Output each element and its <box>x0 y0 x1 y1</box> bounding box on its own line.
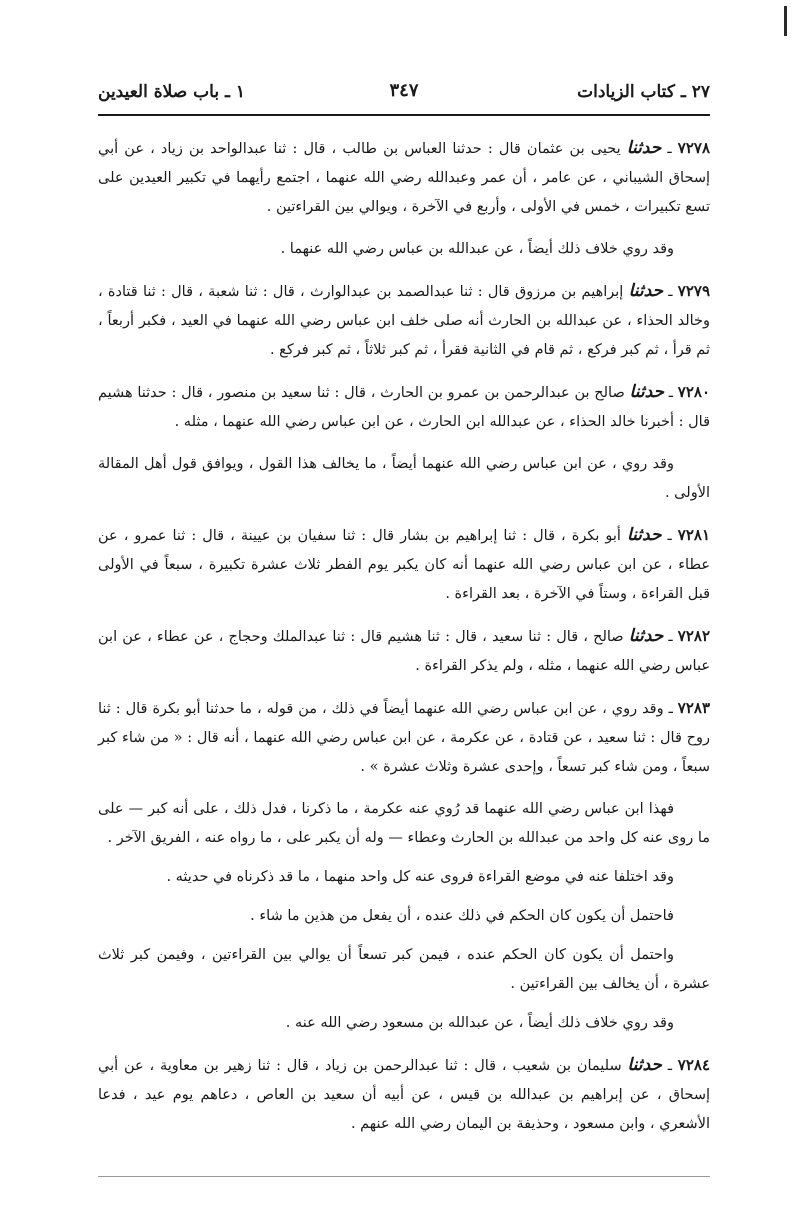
hadith-text: سليمان بن شعيب ، قال : ثنا عبدالرحمن بن زياد ، قال : ثنا زهير بن معاوية ، عن أبي إسحاق ، عن إبراهيم بن عبدالله بن قيس ، عن أبيه أن سعيد بن العاص ، دعاهم يوم عيد ، فدعا الأشعري ، وابن مسعود ، وحذيفة بن اليمان رضي الله عنهم . <box>98 1058 710 1132</box>
hadith-number: ٧٢٧٨ <box>677 139 711 157</box>
commentary-paragraph <box>98 902 710 931</box>
page-number: ٣٤٧ <box>389 80 419 101</box>
hadith-text: صالح بن عبدالرحمن بن عمرو بن الحارث ، قال : ثنا سعيد بن منصور ، قال : حدثنا هشيم قال : أخبرنا خالد الحذاء ، عن عبدالله ابن الحارث ، عن ابن عباس رضي الله عنهما ، مثله . <box>98 385 710 430</box>
commentary-text: وقد روي ، عن ابن عباس رضي الله عنهما أيضاً ، ما يخالف هذا القول ، ويوافق قول أهل المقالة الأولى . <box>98 456 710 501</box>
footer-rule <box>98 1176 710 1177</box>
hadith-paragraph: ٧٢٧٩ ـ حدثنا إبراهيم بن مرزوق قال : ثنا عبدالصمد بن عبدالوارث ، قال : ثنا شعبة ، قال : ثنا قتادة ، وخالد الحذاء ، عن عبدالله بن الحارث أنه صلى خلف ابن عباس رضي الله عنهما في العيد ، فكبر أربعاً ، ثم قرأ ، ثم كبر فركع ، ثم قام في الثانية فقرأ ، ثم كبر ثلاثاً ، ثم كبر فركع . <box>98 281 711 358</box>
page-edge-mark <box>784 6 787 36</box>
hadith-number: ٧٢٨٠ <box>677 383 711 401</box>
hadith-number: ٧٢٨١ <box>677 526 711 544</box>
narration-word: حدثنا <box>627 1055 662 1075</box>
commentary-text: واحتمل أن يكون كان الحكم عنده ، فيمن كبر تسعاً أن يوالي بين القراءتين ، وفيمن كبر ثلاث عشرة ، أن يخالف بين القراءتين . <box>98 947 710 992</box>
hadith-text: وقد روي ، عن ابن عباس رضي الله عنهما أيضاً في ذلك ، من قوله ، ما حدثنا أبو بكرة قال : ثنا روح قال : ثنا سعيد ، عن قتادة ، عن عكرمة ، عن ابن عباس رضي الله عنهما ، أنه قال : « من شاء كبر سبعاً ، ومن شاء كبر تسعاً ، وإحدى عشرة وثلاث عشرة » . <box>98 701 710 775</box>
commentary-paragraph <box>98 1009 710 1038</box>
hadith-text: صالح ، قال : ثنا سعيد ، قال : ثنا هشيم قال : ثنا عبدالملك وحجاج ، عن عطاء ، عن ابن عباس رضي الله عنهما ، مثله ، ولم يذكر القراءة . <box>98 629 710 674</box>
hadith-number: ٧٢٧٩ <box>677 282 711 300</box>
commentary-paragraph <box>98 795 710 853</box>
commentary-text: فاحتمل أن يكون كان الحكم في ذلك عنده ، أن يفعل من هذين ما شاء . <box>250 908 674 924</box>
commentary-paragraph <box>98 450 710 508</box>
narration-word: حدثنا <box>628 281 664 301</box>
hadith-paragraph: ٧٢٨١ ـ حدثنا أبو بكرة ، قال : ثنا إبراهيم بن بشار قال : ثنا سفيان بن عيينة ، قال : ثنا عمرو ، عن عطاء ، عن ابن عباس رضي الله عنهما أنه كان يكبر يوم الفطر ثلاث عشرة تكبيرة ، سبعاً في الأولى قبل القراءة ، وستاً في الآخرة ، بعد القراءة . <box>98 525 711 602</box>
commentary-paragraph <box>98 235 710 264</box>
hadith-number: ٧٢٨٤ <box>677 1056 711 1074</box>
commentary-text: وقد روي خلاف ذلك أيضاً ، عن عبدالله بن مسعود رضي الله عنه . <box>285 1015 674 1031</box>
hadith-number: ٧٢٨٢ <box>677 627 711 645</box>
commentary-text: فهذا ابن عباس رضي الله عنهما قد رُوي عنه عكرمة ، ما ذكرنا ، فدل ذلك ، على أنه كبر — على ما روى عنه كل واحد من عبدالله بن الحارث وعطاء — وله أن يكبر على ، ما رواه عنه ، الفريق الآخر . <box>98 801 710 846</box>
hadith-paragraph: ٧٢٧٨ ـ حدثنا يحيى بن عثمان قال : حدثنا العباس بن طالب ، قال : ثنا عبدالواحد بن زياد ، عن أبي إسحاق الشيباني ، عن عامر ، أن عمر وعبدالله رضي الله عنهما ، اجتمع رأيهما في تكبير العيدين على تسع تكبيرات ، خمس في الأولى ، وأربع في الآخرة ، ويوالي بين القراءتين . <box>98 138 711 215</box>
section-title: ١ ـ باب صلاة العيدين <box>98 82 246 102</box>
main-text <box>98 134 710 1152</box>
hadith-paragraph: ٧٢٨٤ ـ حدثنا سليمان بن شعيب ، قال : ثنا عبدالرحمن بن زياد ، قال : ثنا زهير بن معاوية ، عن أبي إسحاق ، عن إبراهيم بن عبدالله بن قيس ، عن أبيه أن سعيد بن العاص ، دعاهم يوم عيد ، فدعا الأشعري ، وابن مسعود ، وحذيفة بن اليمان رضي الله عنهم . <box>98 1055 711 1132</box>
header-rule <box>98 114 710 116</box>
chapter-title: ٢٧ ـ كتاب الزيادات <box>577 82 710 102</box>
narration-word: حدثنا <box>626 138 662 158</box>
commentary-text: وقد روي خلاف ذلك أيضاً ، عن عبدالله بن عباس رضي الله عنهما . <box>280 241 674 257</box>
hadith-text: يحيى بن عثمان قال : حدثنا العباس بن طالب ، قال : ثنا عبدالواحد بن زياد ، عن أبي إسحاق الشيباني ، عن عامر ، أن عمر وعبدالله رضي الله عنهما ، اجتمع رأيهما في تكبير العيدين على تسع تكبيرات ، خمس في الأولى ، وأربع في الآخرة ، ويوالي بين القراءتين . <box>98 141 710 215</box>
running-head <box>98 78 710 114</box>
hadith-paragraph: ٧٢٨٣ ـ وقد روي ، عن ابن عباس رضي الله عنهما أيضاً في ذلك ، من قوله ، ما حدثنا أبو بكرة قال : ثنا روح قال : ثنا سعيد ، عن قتادة ، عن عكرمة ، عن ابن عباس رضي الله عنهما ، أنه قال : « من شاء كبر سبعاً ، ومن شاء كبر تسعاً ، وإحدى عشرة وثلاث عشرة » . <box>98 699 711 775</box>
narration-word: حدثنا <box>627 525 662 545</box>
commentary-paragraph <box>98 863 710 892</box>
commentary-paragraph <box>98 941 710 999</box>
hadith-text: أبو بكرة ، قال : ثنا إبراهيم بن بشار قال : ثنا سفيان بن عيينة ، قال : ثنا عمرو ، عن عطاء ، عن ابن عباس رضي الله عنهما أنه كان يكبر يوم الفطر ثلاث عشرة تكبيرة ، سبعاً في الأولى قبل القراءة ، وستاً في الآخرة ، بعد القراءة . <box>98 528 710 602</box>
hadith-number: ٧٢٨٣ <box>677 699 711 717</box>
hadith-paragraph: ٧٢٨٢ ـ حدثنا صالح ، قال : ثنا سعيد ، قال : ثنا هشيم قال : ثنا عبدالملك وحجاج ، عن عطاء ، عن ابن عباس رضي الله عنهما ، مثله ، ولم يذكر القراءة . <box>98 626 711 674</box>
narration-word: حدثنا <box>629 382 665 402</box>
narration-word: حدثنا <box>628 626 664 646</box>
hadith-text: إبراهيم بن مرزوق قال : ثنا عبدالصمد بن عبدالوارث ، قال : ثنا شعبة ، قال : ثنا قتادة ، وخالد الحذاء ، عن عبدالله بن الحارث أنه صلى خلف ابن عباس رضي الله عنهما في العيد ، فكبر أربعاً ، ثم قرأ ، ثم كبر فركع ، ثم قام في الثانية فقرأ ، ثم كبر ثلاثاً ، ثم كبر فركع . <box>98 284 710 358</box>
hadith-paragraph: ٧٢٨٠ ـ حدثنا صالح بن عبدالرحمن بن عمرو بن الحارث ، قال : ثنا سعيد بن منصور ، قال : حدثنا هشيم قال : أخبرنا خالد الحذاء ، عن عبدالله ابن الحارث ، عن ابن عباس رضي الله عنهما ، مثله . <box>98 382 711 430</box>
commentary-text: وقد اختلفا عنه في موضع القراءة فروى عنه كل واحد منهما ، ما قد ذكرناه في حديثه . <box>166 869 674 885</box>
